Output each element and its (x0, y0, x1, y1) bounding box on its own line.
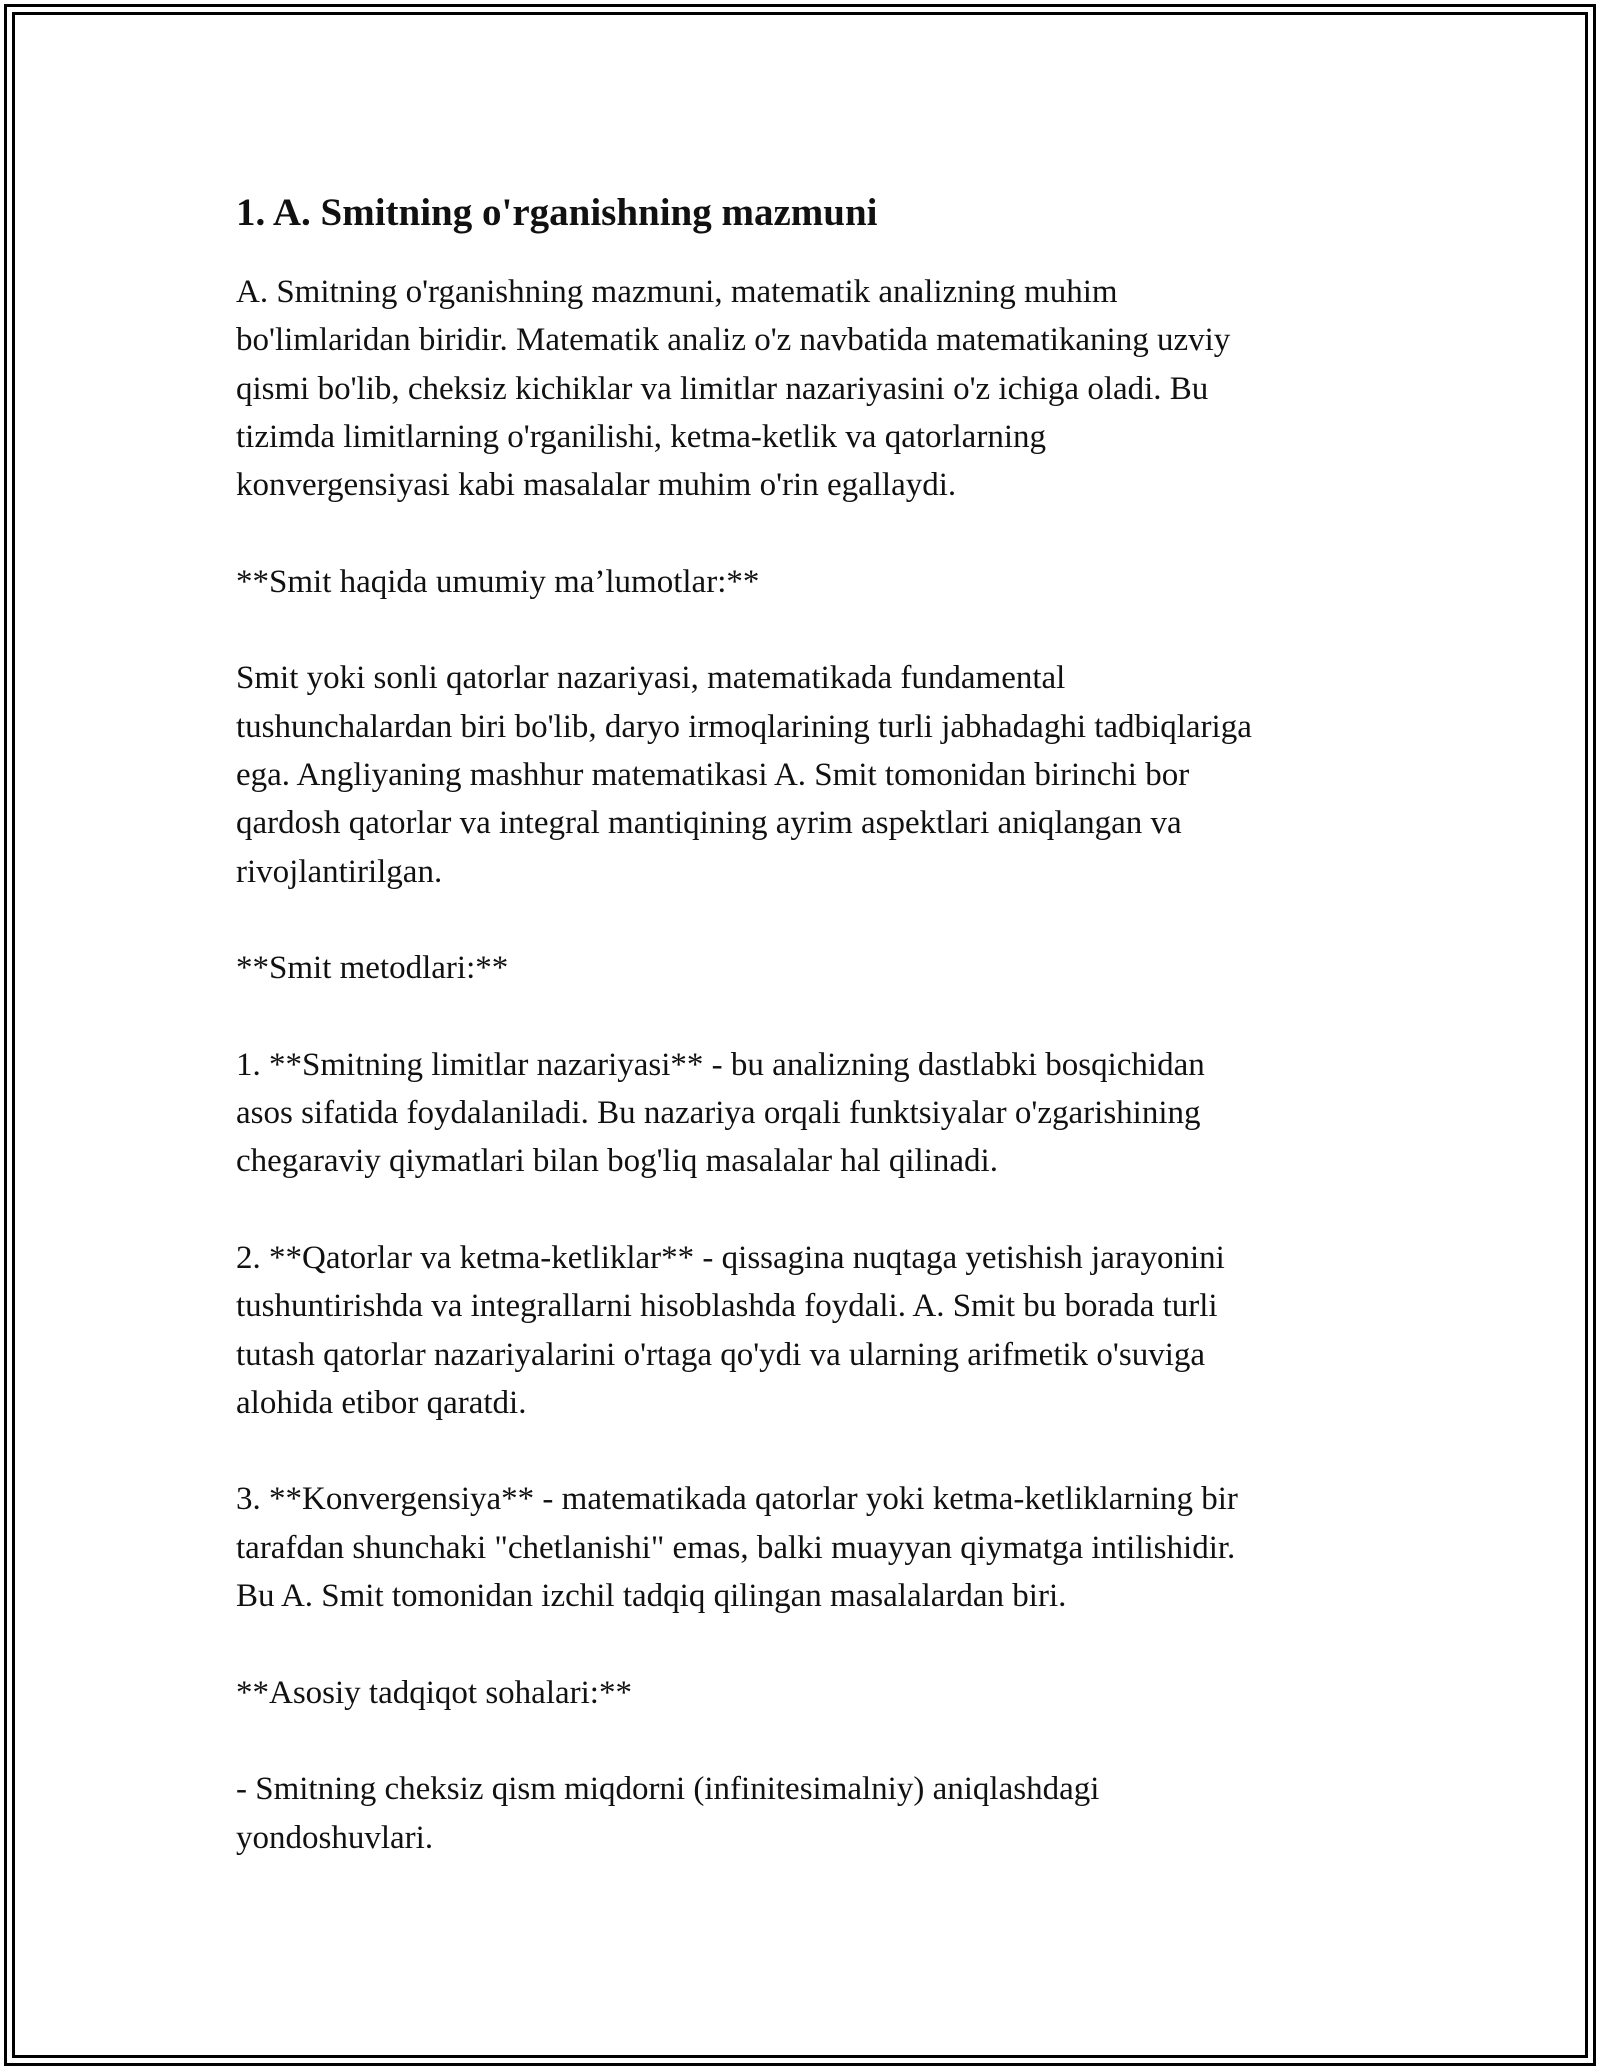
text-line: ega. Angliyaning mashhur matematikasi A. Smit tomonidan birinchi bor (236, 756, 1190, 793)
text-line: chegaraviy qiymatlari bilan bog'liq masalalar hal qilinadi. (236, 1143, 998, 1180)
list-item-research-area (236, 1765, 1386, 1862)
text-line: tutash qatorlar nazariyalarini o'rtaga qo'ydi va ularning arifmetik o'suviga (236, 1336, 1206, 1373)
text-line: tarafdan shunchaki "chetlanishi" emas, balki muayyan qiymatga intilishidir. (236, 1529, 1236, 1566)
text-line: 2. **Qatorlar va ketma-ketliklar** - qissagina nuqtaga yetishish jarayonini (236, 1239, 1225, 1276)
text-line: **Smit haqida umumiy ma’lumotlar:** (236, 563, 760, 600)
text-line: Bu A. Smit tomonidan izchil tadqiq qilingan masalalardan biri. (236, 1578, 1067, 1615)
text-line: asos sifatida foydalaniladi. Bu nazariya orqali funktsiyalar o'zgarishining (236, 1095, 1201, 1132)
section-heading-methods (236, 944, 1386, 992)
text-line: konvergensiyasi kabi masalalar muhim o'rin egallaydi. (236, 467, 957, 504)
text-line: alohida etibor qaratdi. (236, 1384, 527, 1421)
text-line: **Asosiy tadqiqot sohalari:** (236, 1674, 632, 1711)
text-line: - Smitning cheksiz qism miqdorni (infinitesimalniy) aniqlashdagi (236, 1771, 1100, 1808)
text-line: rivojlantirilgan. (236, 853, 443, 890)
list-item-method-1 (236, 1041, 1386, 1186)
text-line: bo'limlaridan biridir. Matematik analiz o'z navbatida matematikaning uzviy (236, 322, 1231, 359)
paragraph-intro (236, 268, 1386, 509)
paragraph-general-info (236, 654, 1386, 895)
text-line: **Smit metodlari:** (236, 950, 509, 987)
section-heading-general-info (236, 558, 1386, 606)
text-line: qismi bo'lib, cheksiz kichiklar va limitlar nazariyasini o'z ichiga oladi. Bu (236, 370, 1209, 407)
document-body (236, 188, 1386, 1910)
text-line: yondoshuvlari. (236, 1819, 434, 1856)
list-item-method-3 (236, 1475, 1386, 1620)
text-line: A. Smitning o'rganishning mazmuni, matematik analizning muhim (236, 274, 1118, 310)
document-title: 1. A. Smitning o'rganishning mazmuni (236, 191, 878, 234)
text-line: 1. **Smitning limitlar nazariyasi** - bu analizning dastlabki bosqichidan (236, 1046, 1205, 1083)
text-line: tizimda limitlarning o'rganilishi, ketma-ketlik va qatorlarning (236, 418, 1046, 455)
text-line: tushuntirishda va integrallarni hisoblashda foydali. A. Smit bu borada turli (236, 1288, 1218, 1325)
section-heading-research-areas (236, 1669, 1386, 1717)
text-line: tushunchalardan biri bo'lib, daryo irmoqlarining turli jabhadaghi tadbiqlariga (236, 708, 1252, 745)
text-line: qardosh qatorlar va integral mantiqining ayrim aspektlari aniqlangan va (236, 805, 1182, 842)
text-line: 3. **Konvergensiya** - matematikada qatorlar yoki ketma-ketliklarning bir (236, 1481, 1238, 1518)
text-line: Smit yoki sonli qatorlar nazariyasi, matematikada fundamental (236, 660, 1066, 697)
list-item-method-2 (236, 1234, 1386, 1427)
